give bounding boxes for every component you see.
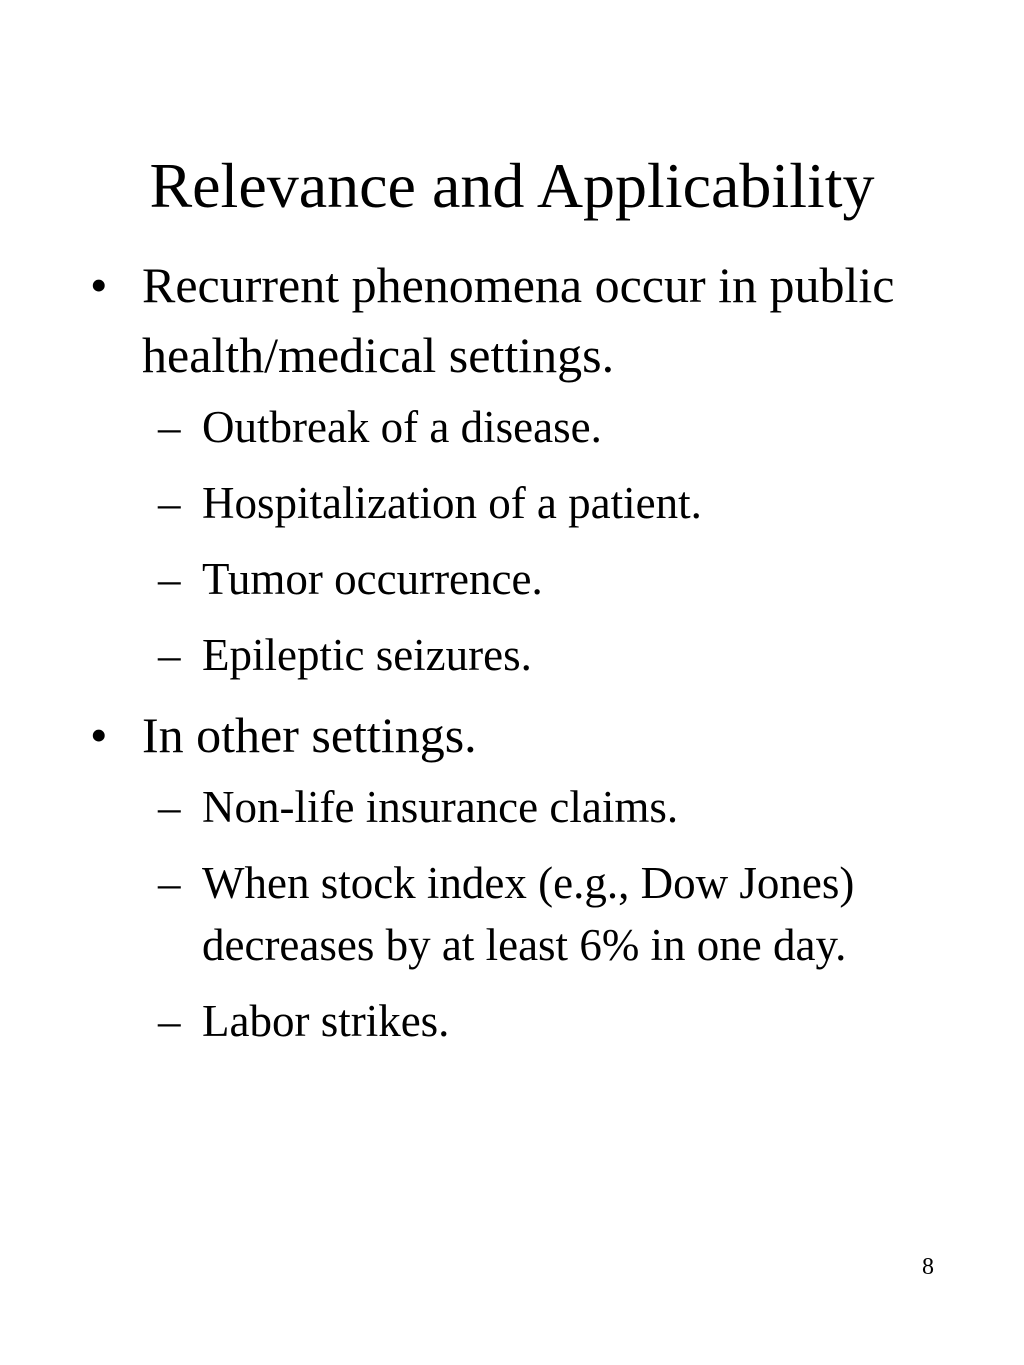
bullet-marker: •	[90, 257, 108, 313]
sub-item-text: Outbreak of a disease.	[202, 402, 602, 452]
sub-item	[90, 548, 950, 610]
sub-item	[90, 776, 950, 838]
dash-marker: –	[158, 782, 181, 832]
dash-marker: –	[158, 554, 181, 604]
bullet-item	[90, 250, 950, 390]
page-number: 8	[922, 1254, 934, 1280]
slide-content	[90, 250, 950, 1066]
bullet-group-1	[90, 250, 950, 686]
bullet-group-2	[90, 700, 950, 1052]
dash-marker: –	[158, 996, 181, 1046]
sub-item-text: Non-life insurance claims.	[202, 782, 679, 832]
sub-item	[90, 624, 950, 686]
sub-item	[90, 852, 950, 976]
dash-marker: –	[158, 858, 181, 908]
sub-list	[90, 776, 950, 1052]
bullet-item	[90, 700, 950, 770]
bullet-text: Recurrent phenomena occur in public health/medical settings.	[142, 257, 895, 383]
sub-item	[90, 990, 950, 1052]
sub-item-text: When stock index (e.g., Dow Jones) decreases by at least 6% in one day.	[202, 858, 855, 970]
sub-item-text: Epileptic seizures.	[202, 630, 532, 680]
bullet-text: In other settings.	[142, 707, 477, 763]
sub-list	[90, 396, 950, 686]
sub-item-text: Tumor occurrence.	[202, 554, 543, 604]
sub-item	[90, 396, 950, 458]
bullet-marker: •	[90, 707, 108, 763]
sub-item	[90, 472, 950, 534]
dash-marker: –	[158, 478, 181, 528]
slide-title: Relevance and Applicability	[149, 150, 875, 221]
dash-marker: –	[158, 630, 181, 680]
dash-marker: –	[158, 402, 181, 452]
sub-item-text: Hospitalization of a patient.	[202, 478, 702, 528]
sub-item-text: Labor strikes.	[202, 996, 450, 1046]
